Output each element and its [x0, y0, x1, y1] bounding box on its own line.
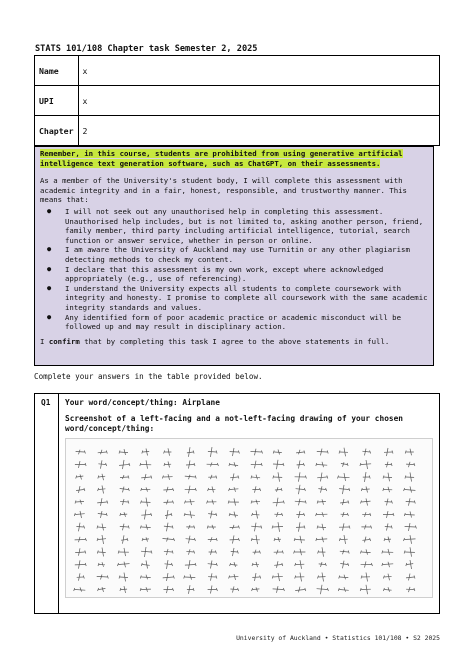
airplane-sketch — [119, 449, 128, 455]
airplane-sketch — [97, 548, 105, 557]
airplane-sketch — [209, 549, 217, 555]
airplane-sketch — [186, 549, 194, 554]
airplane-sketch — [98, 450, 108, 454]
airplane-sketch — [185, 475, 196, 479]
airplane-sketch — [75, 500, 84, 505]
airplane-sketch — [319, 562, 327, 567]
airplane-sketch — [120, 487, 130, 493]
airplane-sketch — [362, 537, 370, 543]
airplane-sketch — [404, 511, 414, 517]
airplane-sketch — [75, 560, 86, 568]
airplane-sketch — [229, 574, 239, 580]
airplane-sketch — [382, 562, 393, 567]
instructions-text: Complete your answers in the table provided below. — [34, 372, 263, 381]
airplane-sketch — [384, 448, 393, 456]
airplane-sketch — [317, 585, 329, 594]
airplane-sketch — [75, 461, 86, 468]
airplane-sketch — [384, 537, 391, 543]
airplane-sketch — [406, 574, 415, 581]
airplane-sketch — [406, 462, 415, 467]
airplane-sketch — [163, 538, 175, 542]
airplane-sketch — [316, 462, 327, 467]
airplane-sketch — [272, 522, 283, 532]
airplane-sketch — [362, 512, 371, 517]
airplane-sketch — [296, 522, 305, 531]
airplane-sketch — [294, 549, 306, 555]
airplane-sketch — [230, 535, 240, 543]
airplane-sketch — [186, 460, 195, 468]
airplane-sketch — [97, 575, 109, 580]
airplane-sketch — [363, 472, 370, 482]
upi-label: UPI — [35, 86, 79, 116]
airplane-sketch — [383, 587, 391, 592]
airplane-sketch — [383, 473, 392, 482]
chapter-value: 2 — [78, 116, 439, 146]
chapter-label: Chapter — [35, 116, 79, 146]
airplane-sketch — [228, 498, 239, 505]
airplane-sketch — [361, 573, 370, 582]
airplane-sketch — [405, 449, 414, 456]
airplane-sketch — [294, 536, 305, 543]
airplane-sketch — [273, 586, 285, 593]
upi-value: x — [78, 86, 439, 116]
screenshot-instruction: Screenshot of a left-facing and a not-left-facing drawing of your chosen word/concept/thing: — [65, 414, 403, 433]
airplane-sketch — [251, 475, 260, 480]
airplane-sketch — [163, 487, 173, 492]
airplane-sketch — [208, 561, 218, 569]
airplane-sketch — [274, 550, 284, 554]
airplane-sketch — [208, 487, 216, 493]
airplane-sketch — [140, 587, 151, 592]
airplane-sketch — [338, 473, 350, 481]
airplane-sketch — [142, 449, 149, 456]
airplane-sketch — [274, 512, 282, 517]
airplane-sketch — [208, 537, 217, 542]
airplane-sketch — [185, 486, 197, 494]
airplane-sketch — [251, 535, 260, 544]
airplane-sketch — [208, 475, 217, 479]
airplane-sketch — [207, 500, 217, 505]
airplane-sketch — [405, 523, 417, 531]
airplane-sketch — [120, 475, 129, 479]
integrity-bullet: ● I will not seek out any unauthorised help in completing this assessment. Unauthorised help includes, but is not limited to, asking another person, friend, family member, third party including artificial intelligence, tutorial, search function or answer service, whether in person or online. — [65, 207, 428, 245]
airplane-sketch — [118, 562, 130, 568]
airplane-sketch — [186, 525, 194, 529]
airplane-sketch — [97, 498, 108, 506]
airplane-sketch — [252, 573, 260, 581]
airplane-sketch — [297, 460, 305, 468]
airplane-sketch — [317, 524, 326, 530]
airplane-sketch — [186, 536, 196, 544]
page-title: STATS 101/108 Chapter task Semester 2, 2025 — [35, 44, 258, 54]
question-number: Q1 — [35, 394, 59, 614]
airplane-sketch — [97, 535, 106, 544]
airplane-sketch — [339, 535, 347, 544]
airplane-sketch — [295, 587, 306, 593]
airplane-sketch — [361, 498, 371, 505]
airplane-sketch — [76, 475, 84, 480]
footer: University of Auckland • Statistics 101/108 • S2 2025 — [236, 634, 440, 642]
airplane-sketch — [229, 512, 238, 518]
airplane-sketch — [98, 511, 107, 518]
airplane-sketch — [295, 472, 307, 481]
airplane-sketch — [185, 499, 195, 505]
airplane-sketch — [385, 462, 392, 468]
airplane-sketch — [120, 524, 129, 531]
airplane-sketch — [295, 573, 305, 582]
airplane-sketch — [296, 450, 305, 454]
airplane-sketch — [272, 573, 283, 581]
airplane-sketch — [340, 499, 349, 505]
airplane-sketch — [406, 498, 416, 505]
genai-warning: Remember, in this course, students are prohibited from using generative artificial intelligence text generation software, such as ChatGPT, on their assessments. — [40, 149, 403, 168]
airplane-sketch — [360, 460, 371, 469]
airplane-sketch — [361, 487, 369, 493]
airplane-sketch — [251, 523, 262, 532]
airplane-drawings-screenshot — [65, 438, 433, 598]
airplane-sketch — [141, 498, 151, 507]
airplane-sketch — [120, 499, 129, 505]
airplane-sketch — [121, 535, 128, 543]
airplane-sketch — [340, 550, 349, 554]
airplane-sketch — [385, 523, 392, 530]
sketch-grid-image — [66, 439, 432, 597]
airplane-sketch — [404, 547, 415, 556]
airplane-sketch — [251, 449, 263, 456]
airplane-sketch — [318, 486, 326, 492]
airplane-sketch — [251, 500, 260, 505]
airplane-sketch — [316, 512, 328, 517]
airplane-sketch — [252, 562, 259, 567]
integrity-bullet: ● Any identified form of poor academic practice or academic misconduct will be followed up and may result in disciplinary action. — [65, 313, 428, 332]
airplane-sketch — [273, 472, 282, 481]
airplane-sketch — [383, 487, 392, 492]
airplane-sketch — [98, 486, 106, 494]
airplane-sketch — [164, 523, 173, 532]
integrity-bullet: ● I declare that this assessment is my own work, except where acknowledged appropriately (e.g., use of referencing). — [65, 265, 428, 284]
airplane-sketch — [341, 512, 349, 517]
airplane-sketch — [273, 460, 284, 469]
airplane-sketch — [273, 450, 282, 455]
airplane-sketch — [296, 511, 304, 518]
airplane-sketch — [76, 523, 84, 532]
airplane-sketch — [230, 562, 238, 567]
airplane-sketch — [229, 487, 239, 492]
airplane-sketch — [207, 463, 219, 467]
airplane-sketch — [208, 573, 217, 580]
airplane-sketch — [118, 548, 129, 556]
airplane-sketch — [383, 574, 391, 581]
airplane-sketch — [230, 448, 240, 456]
airplane-sketch — [119, 573, 128, 582]
answer-table — [34, 393, 440, 614]
airplane-sketch — [383, 511, 394, 518]
airplane-sketch — [361, 525, 371, 530]
airplane-sketch — [76, 486, 85, 493]
answer-cell — [59, 394, 440, 614]
airplane-sketch — [98, 460, 106, 468]
airplane-sketch — [98, 562, 105, 567]
confirm-statement: I confirm that by completing this task I agree to the above statements in full. — [40, 336, 390, 346]
airplane-sketch — [141, 510, 151, 520]
airplane-sketch — [317, 449, 328, 456]
airplane-sketch — [164, 586, 174, 593]
airplane-sketch — [360, 585, 371, 594]
airplane-sketch — [274, 561, 283, 568]
confirm-word: confirm — [48, 336, 80, 346]
airplane-sketch — [141, 487, 151, 491]
airplane-sketch — [251, 461, 262, 469]
name-label: Name — [35, 56, 79, 86]
airplane-sketch — [252, 587, 260, 591]
info-row-chapter — [35, 116, 440, 146]
airplane-sketch — [318, 547, 326, 556]
airplane-sketch — [98, 587, 106, 592]
airplane-sketch — [406, 587, 415, 592]
airplane-sketch — [76, 450, 86, 455]
airplane-sketch — [316, 537, 327, 542]
airplane-sketch — [187, 447, 194, 457]
airplane-sketch — [207, 525, 216, 529]
airplane-sketch — [184, 574, 196, 579]
airplane-sketch — [164, 448, 172, 455]
integrity-bullets — [40, 207, 428, 332]
airplane-sketch — [252, 511, 260, 519]
airplane-sketch — [208, 447, 217, 457]
word-concept-line: Your word/concept/thing: Airplane — [65, 398, 220, 407]
airplane-sketch — [405, 472, 414, 481]
academic-integrity-notice — [34, 146, 434, 366]
airplane-sketch — [338, 587, 348, 591]
airplane-sketch — [164, 500, 174, 505]
airplane-sketch — [164, 549, 173, 555]
airplane-sketch — [184, 511, 195, 518]
airplane-sketch — [362, 449, 370, 456]
airplane-sketch — [317, 499, 326, 504]
airplane-sketch — [296, 485, 306, 494]
airplane-sketch — [142, 537, 149, 541]
airplane-sketch — [295, 499, 306, 506]
airplane-sketch — [230, 525, 240, 529]
airplane-sketch — [140, 460, 151, 468]
airplane-sketch — [382, 549, 393, 555]
airplane-sketch — [361, 561, 373, 567]
airplane-sketch — [406, 560, 413, 569]
airplane-sketch — [208, 511, 217, 519]
airplane-sketch — [77, 573, 85, 580]
airplane-sketch — [231, 548, 239, 556]
integrity-bullet: ● I am aware the University of Auckland may use Turnitin or any other plagiarism detecting methods to check my content. — [65, 245, 428, 264]
airplane-sketch — [141, 547, 152, 557]
name-value: x — [78, 56, 439, 86]
airplane-sketch — [185, 560, 196, 569]
airplane-sketch — [119, 460, 130, 469]
airplane-sketch — [164, 462, 171, 468]
airplane-sketch — [140, 575, 150, 580]
airplane-sketch — [187, 585, 194, 594]
airplane-sketch — [120, 512, 127, 517]
student-info-table — [34, 55, 440, 146]
airplane-sketch — [229, 462, 238, 467]
airplane-sketch — [275, 487, 282, 491]
airplane-sketch — [97, 524, 106, 531]
airplane-sketch — [141, 561, 149, 569]
airplane-sketch — [165, 510, 172, 519]
airplane-sketch — [339, 523, 350, 530]
airplane-sketch — [163, 573, 175, 581]
airplane-sketch — [339, 448, 348, 457]
airplane-sketch — [274, 537, 281, 542]
airplane-sketch — [230, 473, 239, 480]
airplane-sketch — [317, 473, 328, 482]
airplane-sketch — [339, 575, 349, 580]
airplane-sketch — [273, 498, 285, 507]
airplane-sketch — [341, 462, 348, 466]
airplane-sketch — [318, 573, 326, 582]
airplane-sketch — [120, 586, 127, 593]
airplane-sketch — [404, 535, 416, 544]
airplane-sketch — [360, 549, 370, 554]
integrity-intro: As a member of the University's student body, I will complete this assessment with academic integrity and in a fair, honest, responsible, and trustworthy manner. This means that: — [40, 176, 407, 205]
airplane-sketch — [253, 550, 261, 555]
airplane-sketch — [165, 560, 173, 569]
airplane-sketch — [295, 560, 305, 569]
info-row-upi — [35, 86, 440, 116]
airplane-sketch — [252, 486, 260, 492]
airplane-sketch — [74, 587, 86, 591]
airplane-sketch — [98, 474, 105, 480]
airplane-sketch — [339, 485, 350, 494]
info-row-name — [35, 56, 440, 86]
airplane-sketch — [141, 474, 152, 480]
integrity-bullet: ● I understand the University expects all students to complete coursework with integrity and honesty. I promise to complete all coursework with the same academic integrity standards and values. — [65, 284, 428, 313]
airplane-sketch — [75, 537, 87, 542]
airplane-sketch — [74, 511, 84, 518]
airplane-sketch — [385, 499, 393, 506]
airplane-sketch — [75, 548, 86, 555]
airplane-sketch — [230, 586, 238, 592]
airplane-sketch — [340, 561, 348, 569]
airplane-sketch — [162, 474, 172, 480]
airplane-sketch — [404, 486, 416, 492]
airplane-sketch — [140, 524, 150, 529]
airplane-sketch — [208, 586, 218, 594]
